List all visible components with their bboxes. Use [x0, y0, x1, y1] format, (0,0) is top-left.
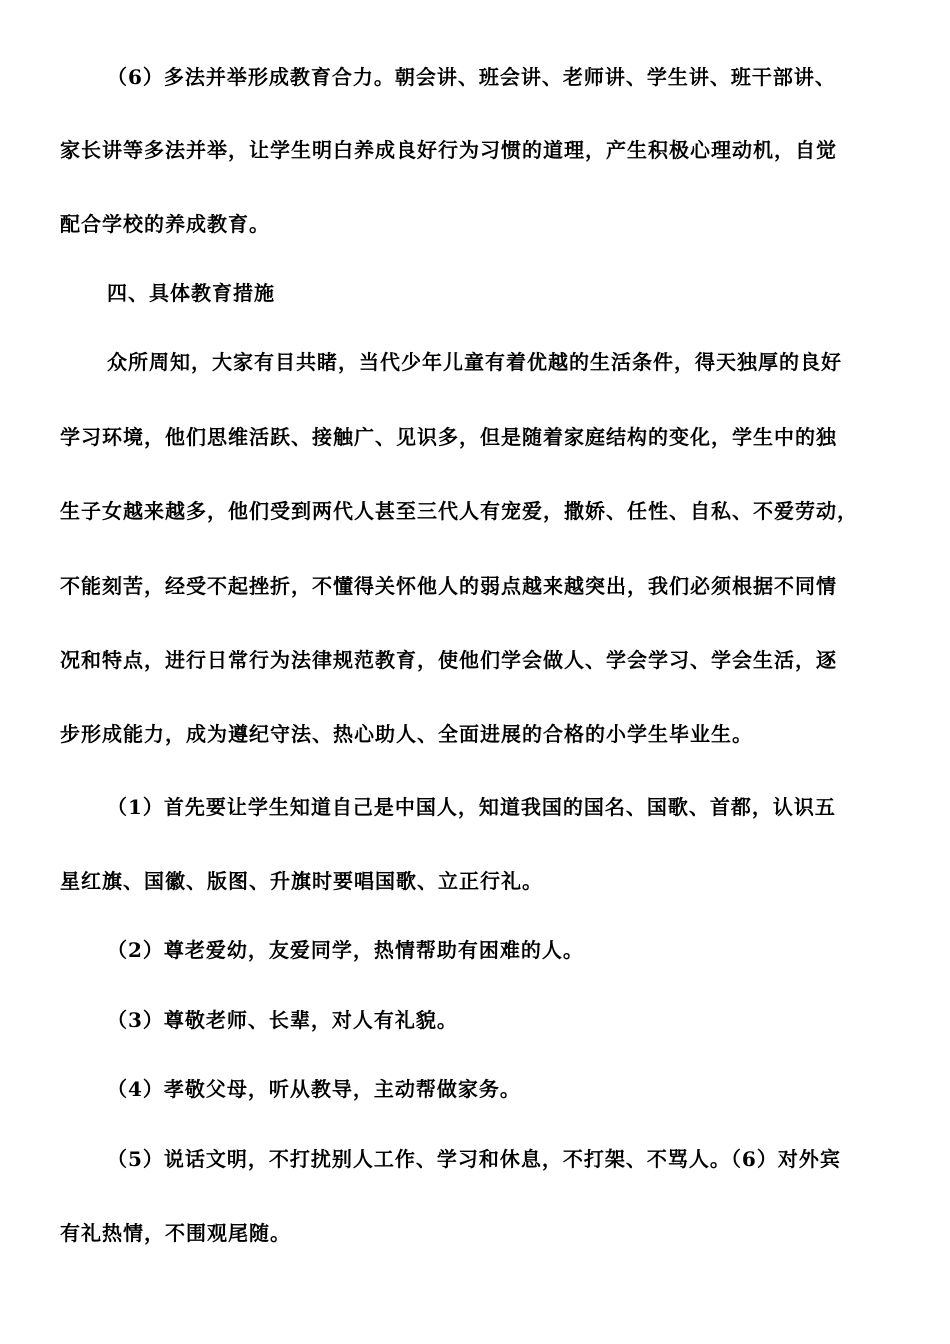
item-3: （3）尊敬老师、长辈，对人有礼貌。	[107, 1008, 458, 1032]
intro-line-1: 众所周知，大家有目共睹，当代少年儿童有着优越的生活条件，得天独厚的良好	[107, 350, 842, 374]
intro-line-2: 学习环境，他们思维活跃、接触广、见识多，但是随着家庭结构的变化，学生中的独	[60, 425, 837, 449]
section-heading: 四、具体教育措施	[107, 281, 275, 305]
intro-line-5: 况和特点，进行日常行为法律规范教育，使他们学会做人、学会学习、学会生活，逐	[60, 648, 837, 672]
item-2: （2）尊老爱幼，友爱同学，热情帮助有困难的人。	[107, 938, 584, 962]
item-1-line-1: （1）首先要让学生知道自己是中国人，知道我国的国名、国歌、首都，认识五	[107, 795, 836, 819]
item-5-line-1: （5）说话文明，不打扰别人工作、学习和休息，不打架、不骂人。（6）对外宾	[107, 1147, 841, 1171]
paragraph-6-line-3: 配合学校的养成教育。	[60, 212, 270, 236]
item-1-line-2: 星红旗、国徽、版图、升旗时要唱国歌、立正行礼。	[60, 869, 543, 893]
item-4: （4）孝敬父母，听从教导，主动帮做家务。	[107, 1077, 521, 1101]
paragraph-6-line-1: （6）多法并举形成教育合力。朝会讲、班会讲、老师讲、学生讲、班干部讲、	[107, 65, 836, 89]
paragraph-6-line-2: 家长讲等多法并举，让学生明白养成良好行为习惯的道理，产生积极心理动机，自觉	[60, 138, 837, 162]
intro-line-3: 生子女越来越多，他们受到两代人甚至三代人有宠爱，撒娇、任性、自私、不爱劳动，	[60, 499, 858, 523]
intro-line-4: 不能刻苦，经受不起挫折，不懂得关怀他人的弱点越来越突出，我们必须根据不同情	[60, 574, 837, 598]
intro-line-6: 步形成能力，成为遵纪守法、热心助人、全面进展的合格的小学生毕业生。	[60, 722, 753, 746]
item-5-line-2: 有礼热情，不围观尾随。	[60, 1221, 291, 1245]
